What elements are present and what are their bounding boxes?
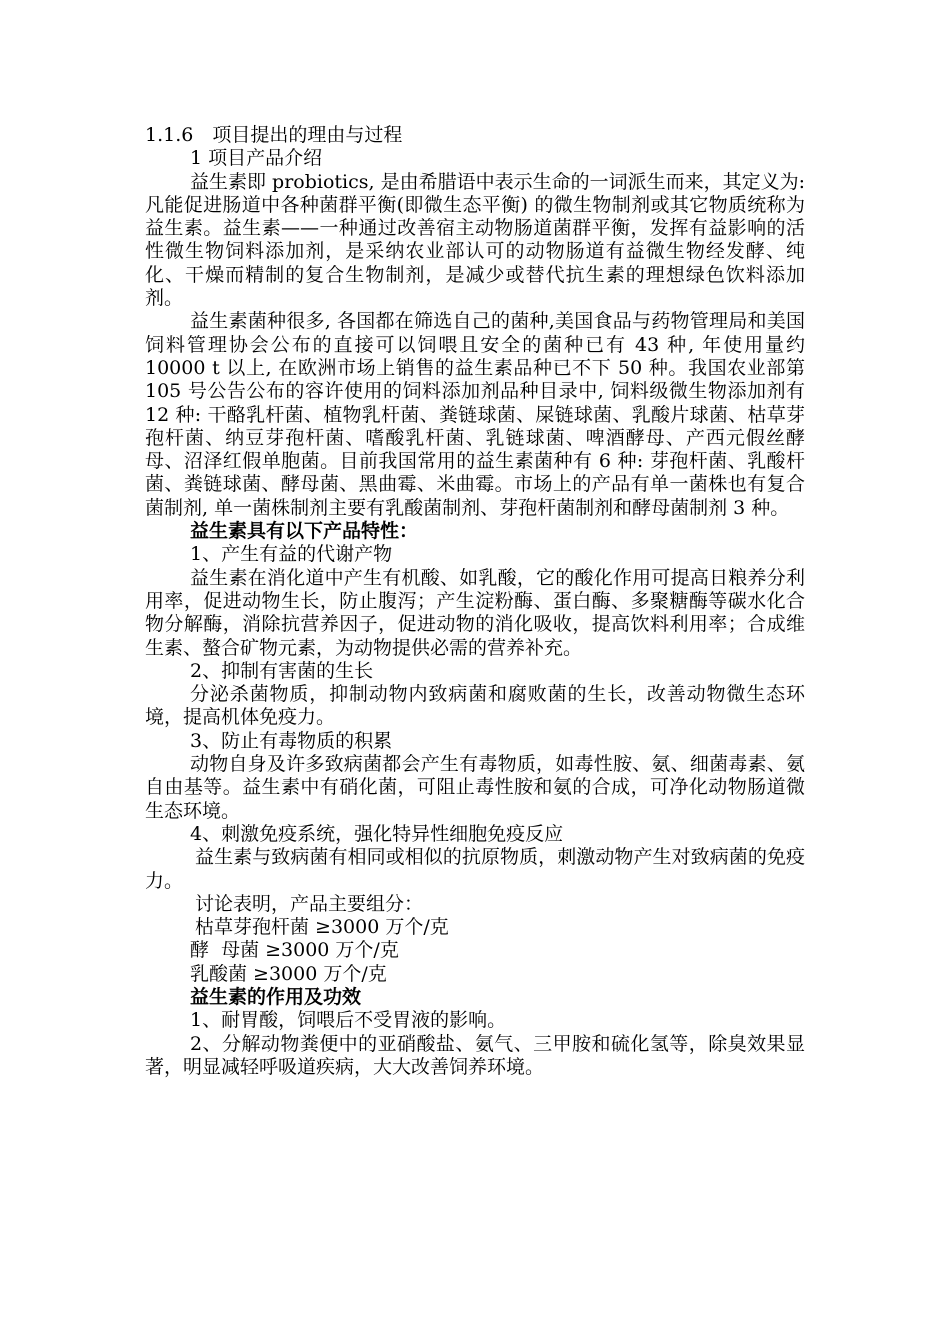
effect-item-2: 2、分解动物粪便中的亚硝酸盐、氨气、三甲胺和硫化氢等，除臭效果显著，明显减轻呼吸道疾病，大大改善饲养环境。 [145, 1032, 805, 1078]
document-page [145, 124, 805, 1079]
intro-paragraph-1: 益生素即 probiotics, 是由希腊语中表示生命的一词派生而来，其定义为: 凡能促进肠道中各种菌群平衡(即微生态平衡) 的微生物制剂或其它物质统称为益生素。益生素——一种通过改善宿主动物肠道菌群平衡，发挥有益影响的活性微生物饲料添加剂，是采纳农业部认可的动物肠道有益微生物经发酵、纯化、干燥而精制的复合生物制剂，是减少或替代抗生素的理想绿色饮料添加剂。 [145, 170, 805, 310]
section-heading: 1.1.6 项目提出的理由与过程 [145, 124, 403, 146]
composition-item-3: 乳酸菌 ≥3000 万个/克 [190, 962, 387, 985]
effect-item-1: 1、耐胃酸，饲喂后不受胃液的影响。 [190, 1009, 507, 1032]
feature-3-text: 动物自身及许多致病菌都会产生有毒物质，如毒性胺、氨、细菌毒素、氨自由基等。益生素中有硝化菌，可阻止毒性胺和氨的合成，可净化动物肠道微生态环境。 [145, 753, 805, 822]
feature-4-text: 益生素与致病菌有相同或相似的抗原物质，刺激动物产生对致病菌的免疫力。 [145, 846, 805, 892]
intro-paragraph-2: 益生素菌种很多, 各国都在筛选自己的菌种,美国食品与药物管理局和美国饲料管理协会公布的直接可以饲喂且安全的菌种已有 43 种, 年使用量约 10000 t 以上, 在欧洲市场上销售的益生素品种已不下 50 种。我国农业部第 105 号公告公布的容许使用的饲料添加剂品种目录中, 饲料级微生物添加剂有 12 种: 干酪乳杆菌、植物乳杆菌、粪链球菌、屎链球菌、乳酸片球菌、枯草芽孢杆菌、纳豆芽孢杆菌、嗜酸乳杆菌、乳链球菌、啤酒酵母、产西元假丝酵母、沼泽红假单胞菌。目前我国常用的益生素菌种有 6 种: 芽孢杆菌、乳酸杆菌、粪链球菌、酵母菌、黑曲霉、米曲霉。市场上的产品有单一菌株也有复合菌制剂, 单一菌株制剂主要有乳酸菌制剂、芽孢杆菌制剂和酵母菌制剂 3 种。 [145, 310, 805, 519]
feature-1-text: 益生素在消化道中产生有机酸、如乳酸，它的酸化作用可提高日粮养分利用率，促进动物生长，防止腹泻；产生淀粉酶、蛋白酶、多聚糖酶等碳水化合物分解酶，消除抗营养因子，促进动物的消化吸收，提高饮料利用率；合成维生素、螯合矿物元素，为动物提供必需的营养补充。 [145, 566, 805, 659]
composition-item-1: 枯草芽孢杆菌 ≥3000 万个/克 [195, 916, 449, 939]
feature-3-heading: 3、防止有毒物质的积累 [190, 729, 393, 752]
feature-4-heading: 4、刺激免疫系统，强化特异性细胞免疫反应 [190, 822, 564, 845]
composition-intro: 讨论表明，产品主要组分： [195, 892, 424, 915]
composition-item-2: 酵 母菌 ≥3000 万个/克 [190, 939, 399, 962]
feature-2-heading: 2、抑制有害菌的生长 [190, 659, 374, 682]
effects-title: 益生素的作用及功效 [190, 985, 362, 1008]
feature-2-text: 分泌杀菌物质，抑制动物内致病菌和腐败菌的生长，改善动物微生态环境，提高机体免疫力。 [145, 683, 805, 729]
feature-1-heading: 1、产生有益的代谢产物 [190, 543, 393, 566]
features-title: 益生素具有以下产品特性： [190, 520, 419, 543]
subheading: 1 项目产品介绍 [190, 147, 323, 170]
